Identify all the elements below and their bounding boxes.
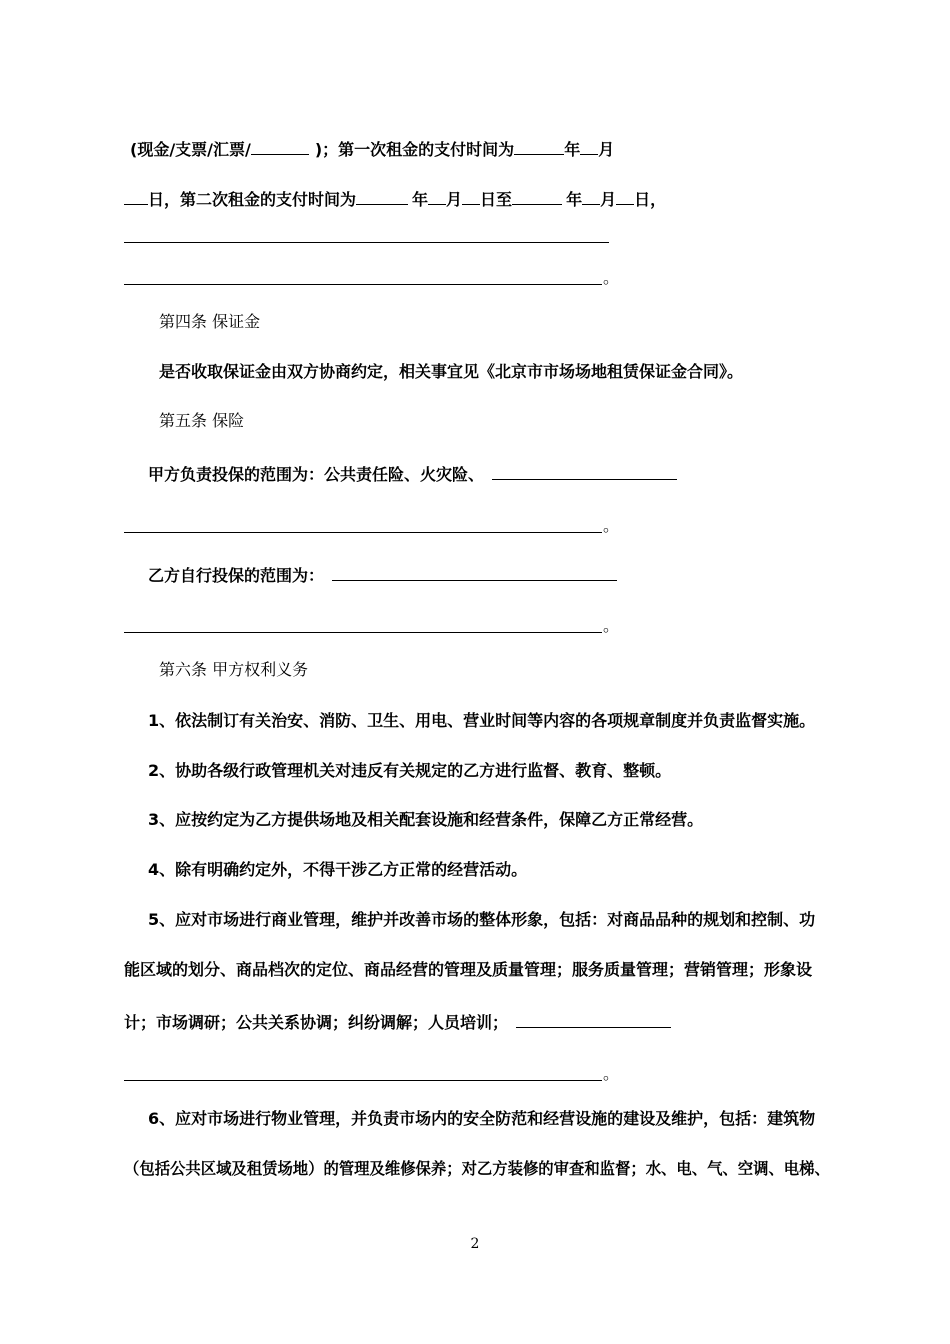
blank-line bbox=[124, 1080, 602, 1081]
period-mark: 。 bbox=[603, 616, 620, 635]
period-mark: 。 bbox=[603, 268, 620, 287]
article-6-item-1: 1、依法制订有关治安、消防、卫生、用电、营业时间等内容的各项规章制度并负责监督实施。 bbox=[148, 711, 816, 730]
page-number: 2 bbox=[470, 1236, 480, 1252]
second-payment-start-month-blank bbox=[428, 187, 446, 205]
party-b-insurance-scope bbox=[148, 563, 617, 586]
blank-line bbox=[124, 242, 609, 243]
payment-line-2 bbox=[124, 187, 666, 210]
year-label: 年 bbox=[412, 190, 429, 209]
article-6-item-6-line-2: （包括公共区域及租赁场地）的管理及维修保养；对乙方装修的审查和监督；水、电、气、空调、电梯、 bbox=[124, 1159, 830, 1178]
payment-method-open: (现金/支票/汇票/ bbox=[130, 140, 251, 159]
month-label: 月 bbox=[600, 190, 617, 209]
party-b-insurance-blank bbox=[332, 563, 617, 581]
blank-line bbox=[124, 284, 602, 285]
article-6-item-5-line-2: 能区域的划分、商品档次的定位、商品经营的管理及质量管理；服务质量管理；营销管理；形象设 bbox=[124, 960, 813, 979]
article-6-item-5-line-1: 5、应对市场进行商业管理，维护并改善市场的整体形象，包括：对商品品种的规划和控制、功 bbox=[148, 910, 816, 929]
second-payment-start-day-blank bbox=[462, 187, 480, 205]
party-b-insurance-label: 乙方自行投保的范围为： bbox=[148, 566, 325, 585]
second-payment-end-year-blank bbox=[512, 187, 562, 205]
article-6-heading: 第六条 甲方权利义务 bbox=[159, 660, 309, 679]
day-end-label: 日， bbox=[634, 190, 667, 209]
article-6-item-2: 2、协助各级行政管理机关对违反有关规定的乙方进行监督、教育、整顿。 bbox=[148, 761, 672, 780]
month-label: 月 bbox=[446, 190, 463, 209]
year-label: 年 bbox=[566, 190, 583, 209]
article-5-heading: 第五条 保险 bbox=[159, 411, 245, 430]
first-payment-month-blank bbox=[580, 137, 598, 155]
month-label: 月 bbox=[598, 140, 615, 159]
first-payment-year-blank bbox=[514, 137, 564, 155]
blank-line bbox=[124, 632, 602, 633]
payment-method-blank bbox=[251, 137, 309, 155]
period-mark: 。 bbox=[603, 1064, 620, 1083]
second-payment-end-month-blank bbox=[582, 187, 600, 205]
article-4-heading: 第四条 保证金 bbox=[159, 312, 261, 331]
item-5-blank bbox=[516, 1010, 671, 1028]
second-payment-start-year-blank bbox=[356, 187, 408, 205]
article-6-item-4: 4、除有明确约定外，不得干涉乙方正常的经营活动。 bbox=[148, 860, 528, 879]
party-a-insurance-scope bbox=[148, 462, 677, 485]
party-a-insurance-blank bbox=[492, 462, 677, 480]
payment-method-close: )；第一次租金的支付时间为 bbox=[314, 140, 515, 159]
payment-line-1 bbox=[130, 137, 614, 160]
article-6-item-5-line-3 bbox=[124, 1010, 671, 1033]
party-a-insurance-label: 甲方负责投保的范围为：公共责任险、火灾险、 bbox=[148, 465, 485, 484]
article-6-item-6-line-1: 6、应对市场进行物业管理，并负责市场内的安全防范和经营设施的建设及维护，包括：建筑物 bbox=[148, 1109, 816, 1128]
second-payment-end-day-blank bbox=[616, 187, 634, 205]
blank-line bbox=[124, 532, 602, 533]
article-6-item-3: 3、应按约定为乙方提供场地及相关配套设施和经营条件，保障乙方正常经营。 bbox=[148, 810, 704, 829]
article-4-text: 是否收取保证金由双方协商约定，相关事宜见《北京市市场场地租赁保证金合同》。 bbox=[159, 362, 744, 381]
day-to-label: 日至 bbox=[480, 190, 513, 209]
second-payment-label: 日，第二次租金的支付时间为 bbox=[148, 190, 357, 209]
item-5-list-text: 计；市场调研；公共关系协调；纠纷调解；人员培训； bbox=[124, 1013, 509, 1032]
period-mark: 。 bbox=[603, 516, 620, 535]
year-label: 年 bbox=[564, 140, 581, 159]
first-payment-day-blank bbox=[124, 187, 148, 205]
